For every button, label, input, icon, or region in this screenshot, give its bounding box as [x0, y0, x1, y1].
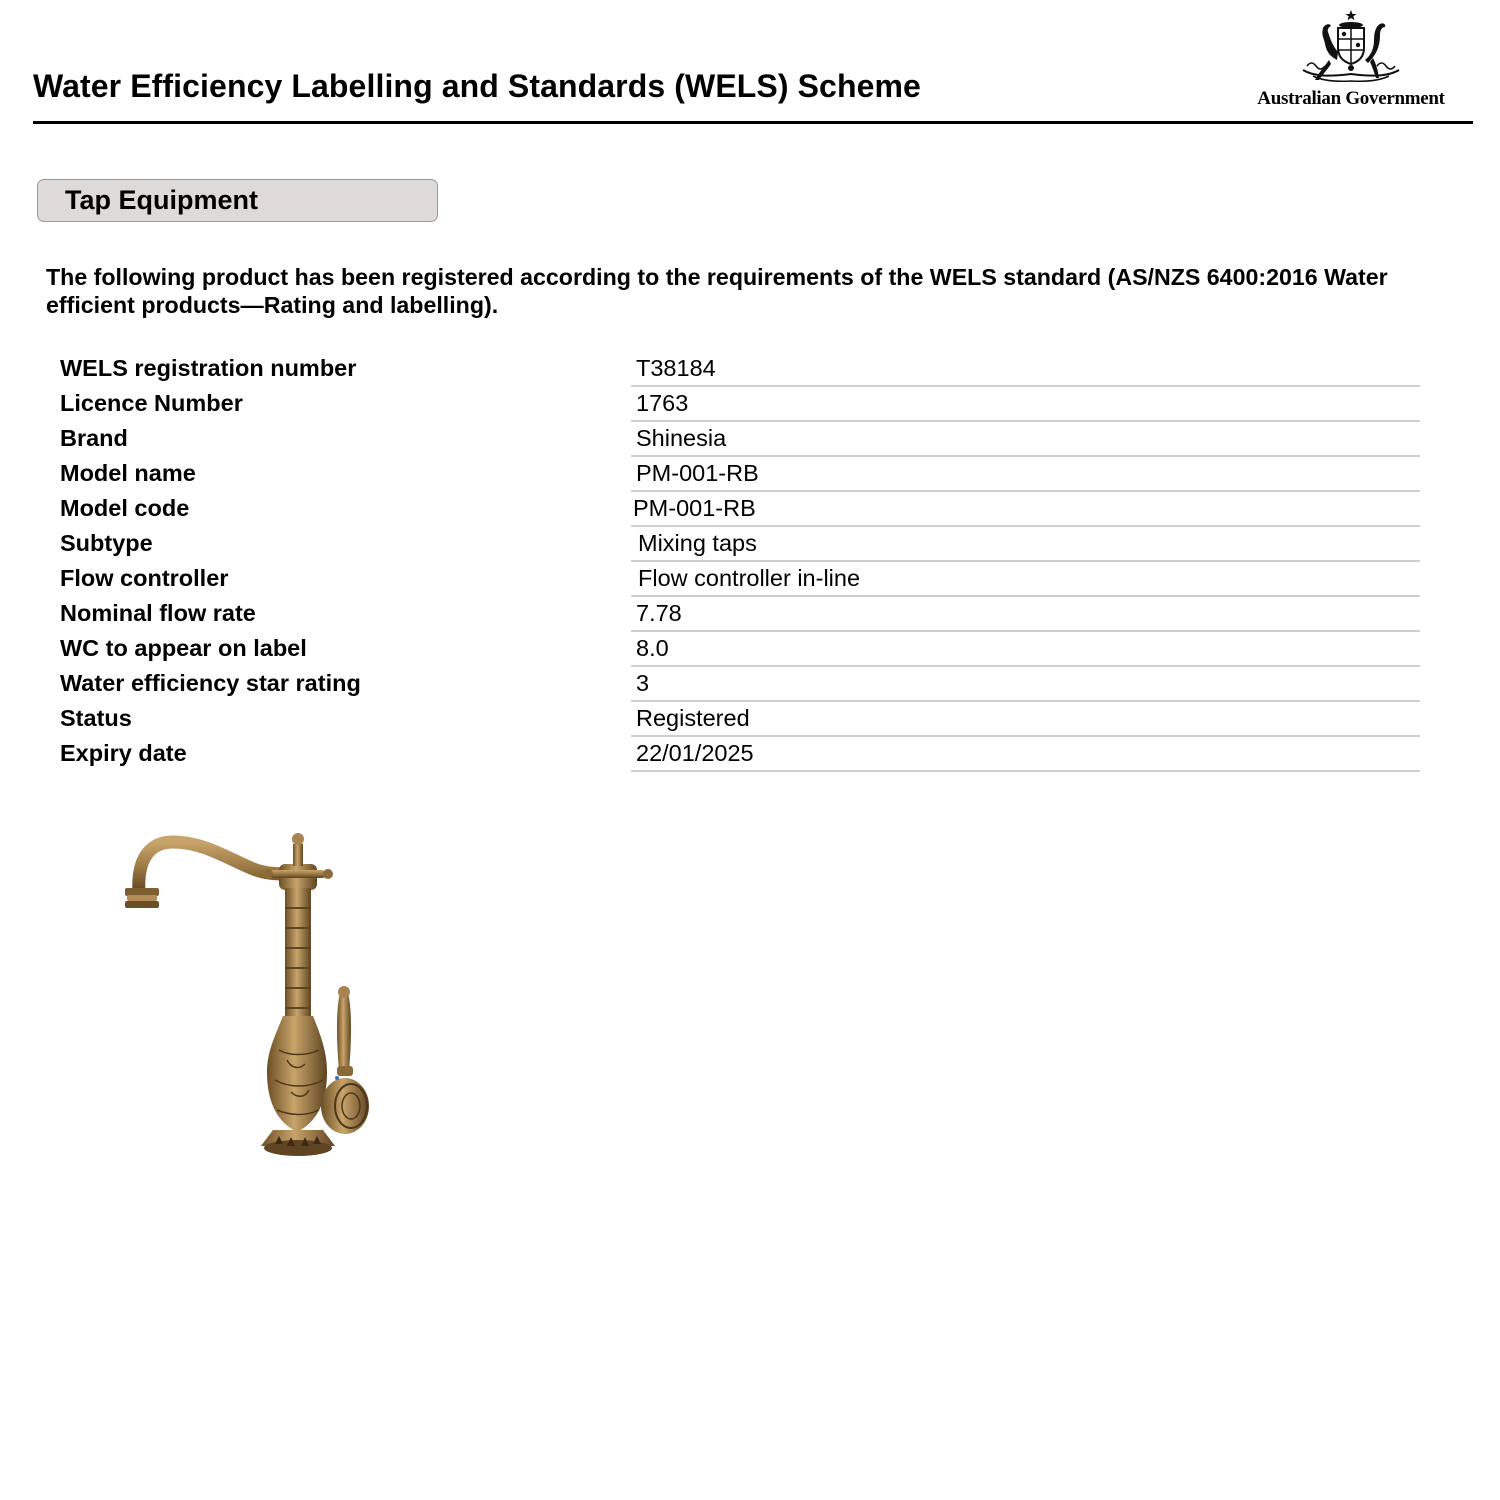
antique-brass-mixer-tap-image: [115, 830, 380, 1162]
field-label: Model code: [60, 495, 190, 521]
details-row: [60, 597, 1420, 632]
field-value: 8.0: [636, 635, 669, 661]
field-label: WELS registration number: [60, 355, 357, 381]
page-title: Water Efficiency Labelling and Standards (WELS) Scheme: [33, 68, 921, 104]
details-row: [60, 492, 1420, 527]
field-value: 3: [636, 670, 650, 696]
field-label: Flow controller: [60, 565, 229, 591]
field-label: Model name: [60, 460, 196, 486]
field-label: Brand: [60, 425, 128, 451]
details-row: [60, 562, 1420, 597]
field-value: 22/01/2025: [636, 740, 754, 766]
details-row: [60, 667, 1420, 702]
field-value: Flow controller in-line: [638, 565, 861, 591]
details-row: [60, 702, 1420, 737]
field-value: PM-001-RB: [633, 495, 756, 521]
field-value: 1763: [636, 390, 689, 416]
details-row: [60, 737, 1420, 772]
details-row: [60, 457, 1420, 492]
field-value: 7.78: [636, 600, 682, 626]
field-label: Subtype: [60, 530, 153, 556]
australian-government-logo: [1251, 8, 1451, 110]
field-label: Licence Number: [60, 390, 243, 416]
details-row: [60, 632, 1420, 667]
field-label: Nominal flow rate: [60, 600, 256, 626]
page-header: [33, 0, 1473, 124]
registration-statement: The following product has been registered according to the requirements of the WELS standard (AS/NZS 6400:2016 Water efficient products—Rating and labelling).: [46, 264, 1388, 318]
product-details-table: [60, 352, 1420, 772]
row-divider: [631, 770, 1420, 772]
header-divider: [33, 121, 1473, 124]
field-label: WC to appear on label: [60, 635, 307, 661]
field-value: Mixing taps: [638, 530, 757, 556]
details-row: [60, 387, 1420, 422]
field-label: Water efficiency star rating: [60, 670, 361, 696]
field-value: Shinesia: [636, 425, 727, 451]
field-value: T38184: [636, 355, 716, 381]
commonwealth-coat-of-arms-icon: [1299, 8, 1403, 86]
field-value: PM-001-RB: [636, 460, 759, 486]
details-row: [60, 422, 1420, 457]
details-row: [60, 527, 1420, 562]
field-label: Status: [60, 705, 132, 731]
field-label: Expiry date: [60, 740, 187, 766]
field-value: Registered: [636, 705, 750, 731]
details-row: [60, 352, 1420, 387]
section-title: Tap Equipment: [65, 185, 258, 215]
section-tab: [37, 179, 438, 222]
government-name: Australian Government: [1257, 88, 1445, 109]
